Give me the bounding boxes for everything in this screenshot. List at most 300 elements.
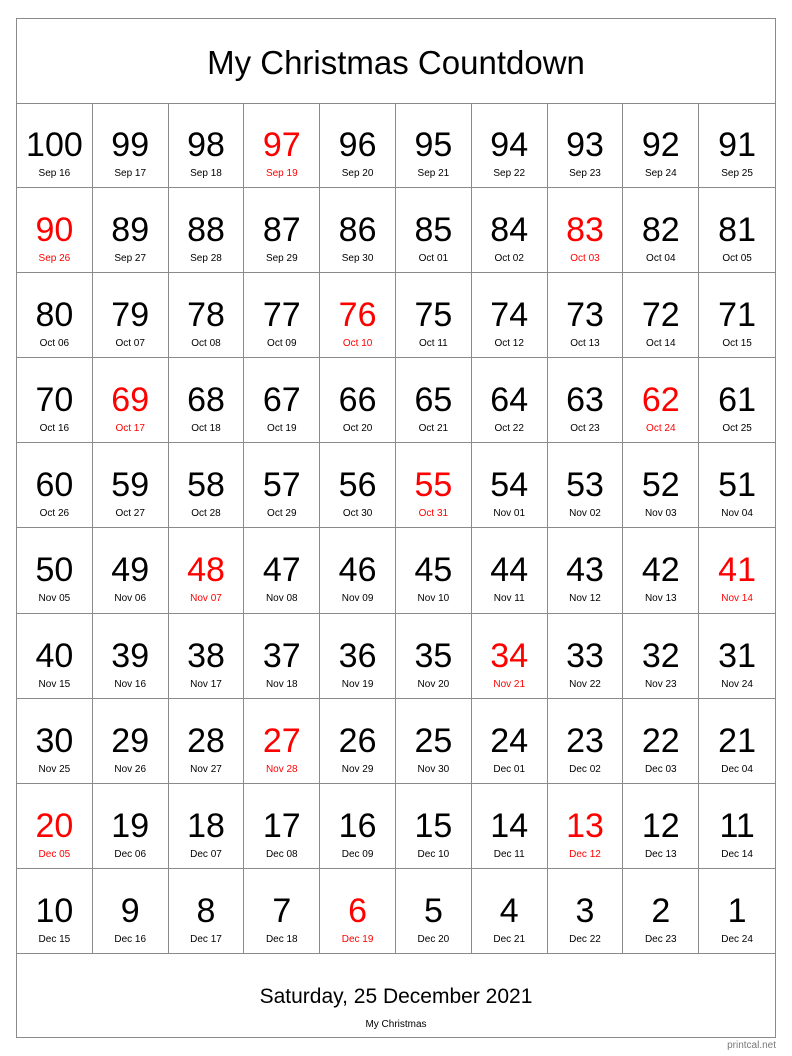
countdown-cell — [17, 188, 93, 273]
days-remaining: 3 — [575, 891, 595, 930]
countdown-cell — [623, 528, 699, 613]
days-remaining: 8 — [196, 891, 216, 930]
countdown-cell — [396, 614, 472, 699]
countdown-cell — [548, 528, 624, 613]
cell-date: Sep 21 — [417, 168, 450, 179]
countdown-cell — [169, 188, 245, 273]
days-remaining: 33 — [566, 636, 604, 675]
countdown-cell — [699, 443, 775, 528]
cell-date: Nov 22 — [569, 678, 601, 690]
days-remaining: 93 — [566, 126, 604, 164]
days-remaining: 95 — [414, 126, 453, 164]
cell-date: Oct 28 — [191, 508, 221, 520]
countdown-cell — [396, 869, 472, 954]
countdown-cell — [17, 273, 93, 358]
days-remaining: 47 — [262, 551, 301, 590]
days-remaining: 84 — [490, 211, 529, 250]
cell-date: Dec 08 — [265, 848, 298, 860]
cell-date: Oct 10 — [342, 338, 373, 350]
cell-date: Oct 17 — [115, 423, 145, 435]
days-remaining: 23 — [566, 721, 604, 760]
days-remaining: 53 — [566, 466, 604, 505]
cell-date: Dec 01 — [493, 763, 526, 775]
days-remaining: 99 — [111, 126, 150, 164]
cell-date: Nov 19 — [341, 678, 374, 690]
cell-date: Nov 18 — [265, 678, 298, 690]
days-remaining: 46 — [338, 551, 377, 590]
days-remaining: 29 — [111, 721, 150, 760]
cell-date: Dec 09 — [341, 848, 374, 860]
days-remaining: 20 — [35, 806, 74, 845]
cell-date: Oct 05 — [722, 253, 752, 265]
title-box — [17, 19, 775, 104]
days-remaining: 64 — [490, 381, 529, 420]
cell-date: Oct 31 — [418, 508, 449, 520]
cell-date: Nov 28 — [265, 763, 298, 775]
cell-date: Sep 30 — [341, 253, 374, 265]
days-remaining: 68 — [187, 381, 225, 420]
cell-date: Nov 07 — [190, 593, 222, 605]
countdown-cell — [244, 784, 320, 869]
cell-date: Nov 27 — [190, 763, 222, 775]
days-remaining: 90 — [35, 211, 74, 250]
countdown-cell — [548, 443, 624, 528]
countdown-cell — [320, 614, 396, 699]
countdown-cell — [472, 869, 548, 954]
countdown-cell — [699, 188, 775, 273]
days-remaining: 88 — [187, 211, 225, 250]
days-remaining: 7 — [272, 891, 292, 930]
days-remaining: 63 — [566, 381, 604, 420]
cell-date: Nov 20 — [417, 678, 450, 690]
days-remaining: 65 — [414, 381, 453, 420]
cell-date: Oct 20 — [342, 423, 373, 435]
countdown-cell — [169, 614, 245, 699]
countdown-cell — [320, 784, 396, 869]
countdown-cell — [93, 614, 169, 699]
days-remaining: 17 — [262, 806, 301, 845]
days-remaining: 85 — [414, 211, 453, 250]
days-remaining: 18 — [187, 806, 225, 845]
days-remaining: 74 — [490, 296, 529, 335]
countdown-cell — [699, 358, 775, 443]
countdown-cell — [320, 528, 396, 613]
cell-date: Sep 28 — [190, 253, 222, 265]
cell-date: Sep 16 — [38, 168, 71, 179]
cell-date: Oct 11 — [419, 338, 448, 350]
days-remaining: 35 — [414, 636, 453, 675]
days-remaining: 50 — [35, 551, 74, 590]
cell-date: Sep 27 — [114, 253, 147, 265]
days-remaining: 2 — [651, 891, 671, 930]
event-label: My Christmas — [365, 1019, 427, 1030]
countdown-cell — [472, 358, 548, 443]
cell-date: Nov 30 — [417, 763, 450, 775]
days-remaining: 60 — [35, 466, 74, 505]
cell-date: Oct 16 — [39, 423, 70, 435]
cell-date: Sep 19 — [265, 168, 298, 179]
cell-date: Dec 14 — [721, 848, 753, 860]
countdown-cell — [244, 358, 320, 443]
countdown-cell — [93, 869, 169, 954]
cell-date: Oct 26 — [39, 508, 70, 520]
countdown-cell — [699, 273, 775, 358]
cell-date: Sep 24 — [644, 168, 677, 179]
days-remaining: 41 — [718, 551, 756, 590]
cell-date: Nov 08 — [265, 593, 298, 605]
days-remaining: 69 — [111, 381, 150, 420]
days-remaining: 76 — [338, 296, 377, 335]
days-remaining: 71 — [718, 296, 756, 335]
cell-date: Oct 03 — [570, 253, 600, 265]
days-remaining: 22 — [641, 721, 680, 760]
countdown-cell — [17, 358, 93, 443]
cell-date: Nov 02 — [569, 508, 601, 520]
days-remaining: 79 — [111, 296, 150, 335]
cell-date: Oct 08 — [191, 338, 221, 350]
countdown-cell — [699, 869, 775, 954]
cell-date: Oct 13 — [570, 338, 600, 350]
days-remaining: 55 — [414, 466, 453, 505]
countdown-sheet — [16, 18, 776, 1038]
days-remaining: 45 — [414, 551, 453, 590]
cell-date: Dec 06 — [114, 848, 147, 860]
countdown-cell — [169, 103, 245, 188]
days-remaining: 82 — [641, 211, 680, 250]
countdown-cell — [623, 869, 699, 954]
countdown-cell — [472, 103, 548, 188]
countdown-cell — [472, 614, 548, 699]
cell-date: Oct 04 — [646, 253, 676, 265]
countdown-cell — [17, 528, 93, 613]
days-remaining: 1 — [727, 891, 747, 930]
cell-date: Dec 21 — [493, 933, 526, 945]
days-remaining: 12 — [641, 806, 680, 845]
countdown-cell — [244, 869, 320, 954]
cell-date: Sep 17 — [114, 168, 147, 179]
cell-date: Dec 07 — [190, 848, 222, 860]
cell-date: Dec 15 — [38, 933, 71, 945]
days-remaining: 70 — [35, 381, 74, 420]
countdown-cell — [699, 784, 775, 869]
days-remaining: 30 — [35, 721, 74, 760]
countdown-cell — [17, 784, 93, 869]
countdown-cell — [244, 103, 320, 188]
cell-date: Nov 16 — [114, 678, 147, 690]
countdown-cell — [320, 443, 396, 528]
days-remaining: 15 — [414, 806, 453, 845]
countdown-cell — [17, 869, 93, 954]
cell-date: Sep 22 — [493, 168, 526, 179]
countdown-cell — [623, 188, 699, 273]
days-remaining: 37 — [262, 636, 301, 675]
countdown-cell — [396, 784, 472, 869]
days-remaining: 42 — [641, 551, 680, 590]
cell-date: Oct 29 — [267, 508, 297, 520]
days-remaining: 58 — [187, 466, 225, 505]
countdown-cell — [396, 528, 472, 613]
countdown-cell — [548, 103, 624, 188]
days-remaining: 75 — [414, 296, 453, 335]
countdown-cell — [17, 443, 93, 528]
cell-date: Oct 14 — [646, 338, 676, 350]
days-remaining: 80 — [35, 296, 74, 335]
cell-date: Dec 03 — [644, 763, 677, 775]
cell-date: Nov 13 — [644, 593, 677, 605]
countdown-cell — [699, 528, 775, 613]
countdown-cell — [93, 699, 169, 784]
countdown-cell — [699, 699, 775, 784]
countdown-cell — [169, 784, 245, 869]
site-credit[interactable]: printcal.net — [727, 1040, 776, 1051]
days-remaining: 61 — [718, 381, 756, 420]
countdown-cell — [396, 443, 472, 528]
footer — [17, 954, 775, 1037]
cell-date: Sep 23 — [569, 168, 601, 179]
countdown-cell — [169, 358, 245, 443]
cell-date: Oct 01 — [418, 253, 449, 265]
countdown-cell — [396, 103, 472, 188]
days-remaining: 78 — [187, 296, 225, 335]
cell-date: Nov 29 — [341, 763, 374, 775]
countdown-cell — [472, 188, 548, 273]
cell-date: Dec 05 — [38, 848, 71, 860]
days-remaining: 98 — [187, 126, 225, 164]
days-remaining: 100 — [26, 126, 83, 164]
days-remaining: 48 — [187, 551, 225, 590]
days-remaining: 25 — [414, 721, 453, 760]
days-remaining: 51 — [718, 466, 756, 505]
countdown-cell — [623, 784, 699, 869]
countdown-cell — [169, 273, 245, 358]
countdown-cell — [320, 273, 396, 358]
days-remaining: 38 — [187, 636, 225, 675]
days-remaining: 21 — [718, 721, 756, 760]
countdown-cell — [93, 784, 169, 869]
days-remaining: 87 — [262, 211, 301, 250]
cell-date: Dec 11 — [493, 848, 525, 860]
countdown-cell — [169, 699, 245, 784]
countdown-cell — [472, 528, 548, 613]
countdown-cell — [244, 273, 320, 358]
days-remaining: 77 — [262, 296, 301, 335]
days-remaining: 72 — [641, 296, 680, 335]
days-remaining: 36 — [338, 636, 377, 675]
cell-date: Dec 13 — [644, 848, 677, 860]
days-remaining: 24 — [490, 721, 529, 760]
cell-date: Nov 24 — [721, 678, 753, 690]
cell-date: Dec 02 — [569, 763, 601, 775]
countdown-cell — [93, 528, 169, 613]
cell-date: Sep 18 — [190, 168, 222, 179]
cell-date: Dec 10 — [417, 848, 450, 860]
days-remaining: 83 — [566, 211, 604, 250]
days-remaining: 28 — [187, 721, 225, 760]
days-remaining: 40 — [35, 636, 74, 675]
days-remaining: 92 — [641, 126, 680, 164]
cell-date: Nov 05 — [38, 593, 71, 605]
cell-date: Nov 11 — [493, 593, 525, 605]
countdown-cell — [472, 784, 548, 869]
cell-date: Nov 06 — [114, 593, 147, 605]
countdown-cell — [396, 273, 472, 358]
countdown-cell — [548, 358, 624, 443]
countdown-cell — [93, 443, 169, 528]
countdown-cell — [244, 614, 320, 699]
countdown-cell — [93, 188, 169, 273]
cell-date: Dec 17 — [190, 933, 222, 945]
cell-date: Dec 24 — [721, 933, 753, 945]
cell-date: Oct 06 — [39, 338, 70, 350]
countdown-cell — [548, 614, 624, 699]
countdown-cell — [169, 443, 245, 528]
cell-date: Sep 20 — [341, 168, 374, 179]
cell-date: Oct 18 — [191, 423, 221, 435]
cell-date: Oct 27 — [115, 508, 145, 520]
cell-date: Nov 14 — [721, 593, 753, 605]
days-remaining: 94 — [490, 126, 529, 164]
days-remaining: 44 — [490, 551, 529, 590]
days-remaining: 54 — [490, 466, 529, 505]
countdown-cell — [623, 103, 699, 188]
days-remaining: 10 — [35, 891, 74, 930]
countdown-cell — [17, 103, 93, 188]
countdown-cell — [472, 273, 548, 358]
countdown-cell — [623, 614, 699, 699]
countdown-cell — [548, 273, 624, 358]
cell-date: Nov 01 — [493, 508, 526, 520]
cell-date: Oct 12 — [494, 338, 524, 350]
countdown-cell — [169, 528, 245, 613]
cell-date: Dec 12 — [569, 848, 601, 860]
countdown-cell — [93, 358, 169, 443]
days-remaining: 73 — [566, 296, 604, 335]
cell-date: Sep 29 — [265, 253, 298, 265]
cell-date: Nov 09 — [341, 593, 374, 605]
days-remaining: 4 — [499, 891, 519, 930]
days-remaining: 59 — [111, 466, 150, 505]
cell-date: Nov 12 — [569, 593, 601, 605]
cell-date: Oct 25 — [722, 423, 752, 435]
target-date: Saturday, 25 December 2021 — [259, 985, 533, 1008]
cell-date: Oct 09 — [267, 338, 297, 350]
countdown-cell — [623, 358, 699, 443]
cell-date: Nov 03 — [644, 508, 677, 520]
countdown-cell — [244, 528, 320, 613]
countdown-cell — [17, 699, 93, 784]
cell-date: Oct 07 — [115, 338, 145, 350]
cell-date: Oct 15 — [722, 338, 752, 350]
countdown-cell — [548, 784, 624, 869]
days-remaining: 27 — [262, 721, 301, 760]
days-remaining: 6 — [348, 891, 368, 930]
countdown-cell — [548, 699, 624, 784]
countdown-cell — [244, 699, 320, 784]
days-remaining: 91 — [718, 126, 756, 164]
cell-date: Oct 24 — [646, 423, 676, 435]
cell-date: Sep 26 — [38, 253, 71, 265]
cell-date: Oct 30 — [342, 508, 373, 520]
days-remaining: 9 — [120, 891, 140, 930]
days-remaining: 32 — [641, 636, 680, 675]
days-remaining: 5 — [423, 891, 443, 930]
days-remaining: 81 — [718, 211, 756, 250]
page-title: My Christmas Countdown — [207, 43, 585, 81]
days-remaining: 26 — [338, 721, 377, 760]
cell-date: Oct 21 — [418, 423, 449, 435]
days-remaining: 31 — [718, 636, 756, 675]
days-remaining: 62 — [641, 381, 680, 420]
cell-date: Nov 15 — [38, 678, 71, 690]
countdown-cell — [623, 699, 699, 784]
cell-date: Oct 02 — [494, 253, 524, 265]
cell-date: Dec 18 — [265, 933, 298, 945]
days-remaining: 14 — [490, 806, 529, 845]
cell-date: Dec 23 — [644, 933, 677, 945]
countdown-cell — [244, 188, 320, 273]
cell-date: Oct 22 — [494, 423, 524, 435]
countdown-cell — [472, 443, 548, 528]
days-remaining: 11 — [719, 806, 755, 845]
countdown-cell — [320, 103, 396, 188]
cell-date: Dec 20 — [417, 933, 450, 945]
days-remaining: 13 — [566, 806, 604, 845]
countdown-cell — [396, 699, 472, 784]
days-remaining: 67 — [262, 381, 301, 420]
countdown-cell — [320, 188, 396, 273]
cell-date: Dec 22 — [569, 933, 601, 945]
cell-date: Nov 21 — [493, 678, 526, 690]
days-remaining: 66 — [338, 381, 377, 420]
countdown-cell — [93, 103, 169, 188]
cell-date: Oct 19 — [267, 423, 297, 435]
countdown-cell — [396, 358, 472, 443]
days-remaining: 97 — [262, 126, 301, 164]
days-remaining: 16 — [338, 806, 377, 845]
countdown-cell — [169, 869, 245, 954]
cell-date: Sep 25 — [721, 168, 753, 179]
countdown-cell — [320, 699, 396, 784]
cell-date: Oct 23 — [570, 423, 600, 435]
days-remaining: 34 — [490, 636, 529, 675]
days-remaining: 57 — [262, 466, 301, 505]
countdown-cell — [93, 273, 169, 358]
days-remaining: 56 — [338, 466, 377, 505]
cell-date: Dec 04 — [721, 763, 753, 775]
days-remaining: 89 — [111, 211, 150, 250]
cell-date: Nov 25 — [38, 763, 71, 775]
cell-date: Nov 23 — [644, 678, 677, 690]
cell-date: Nov 26 — [114, 763, 147, 775]
days-remaining: 86 — [338, 211, 377, 250]
cell-date: Nov 17 — [190, 678, 222, 690]
countdown-grid — [17, 103, 775, 954]
countdown-cell — [472, 699, 548, 784]
countdown-cell — [699, 103, 775, 188]
cell-date: Dec 16 — [114, 933, 147, 945]
countdown-cell — [623, 443, 699, 528]
countdown-cell — [699, 614, 775, 699]
cell-date: Nov 04 — [721, 508, 753, 520]
countdown-cell — [320, 358, 396, 443]
days-remaining: 52 — [641, 466, 680, 505]
days-remaining: 43 — [566, 551, 604, 590]
days-remaining: 39 — [111, 636, 150, 675]
countdown-cell — [17, 614, 93, 699]
days-remaining: 19 — [111, 806, 150, 845]
countdown-cell — [396, 188, 472, 273]
cell-date: Dec 19 — [341, 933, 374, 945]
